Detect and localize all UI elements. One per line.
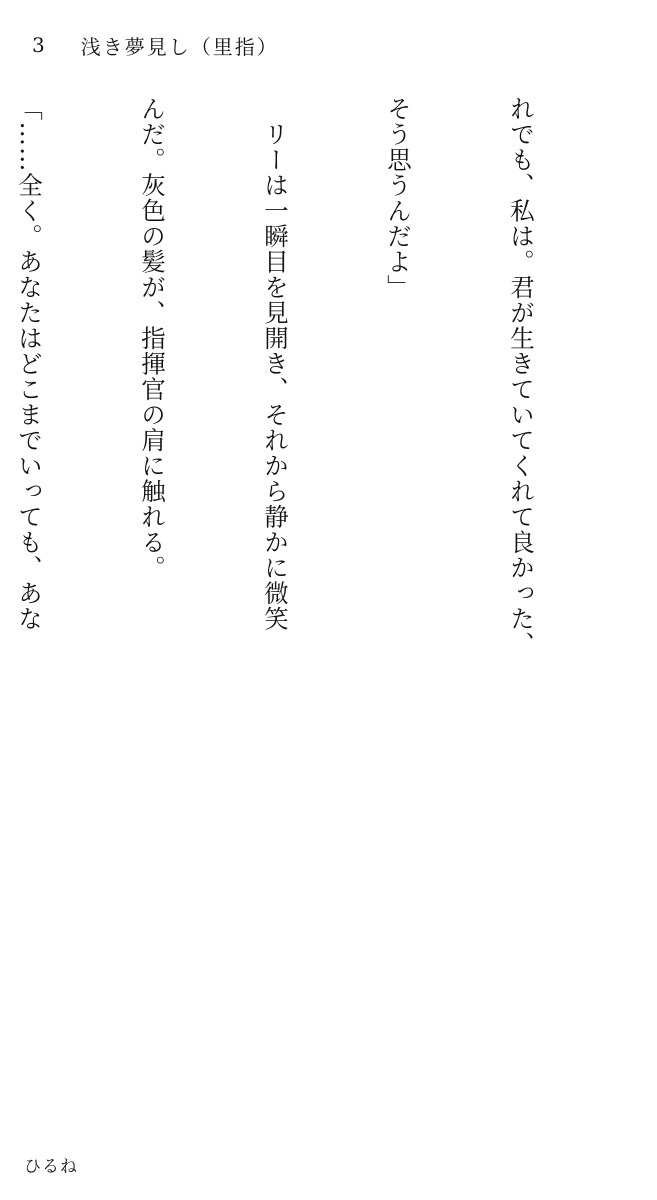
- vertical-body-text: [15, 96, 624, 1111]
- text-line: そう思うんだよ」: [384, 96, 413, 300]
- page-header: [32, 30, 279, 60]
- text-line: リーは一瞬目を見開き、それから静かに微笑: [261, 96, 290, 632]
- page-number: 3: [32, 33, 47, 57]
- text-line: れでも、私は。君が生きていてくれて良かった、: [507, 96, 536, 657]
- chapter-title: 浅き夢見し（里指）: [80, 34, 279, 59]
- text-line: んだ。灰色の髪が、指揮官の肩に触れる。: [138, 96, 167, 581]
- text-line: 「……全く。あなたはどこまでいっても、あな: [15, 96, 44, 632]
- author-name: ひるね: [24, 1157, 78, 1177]
